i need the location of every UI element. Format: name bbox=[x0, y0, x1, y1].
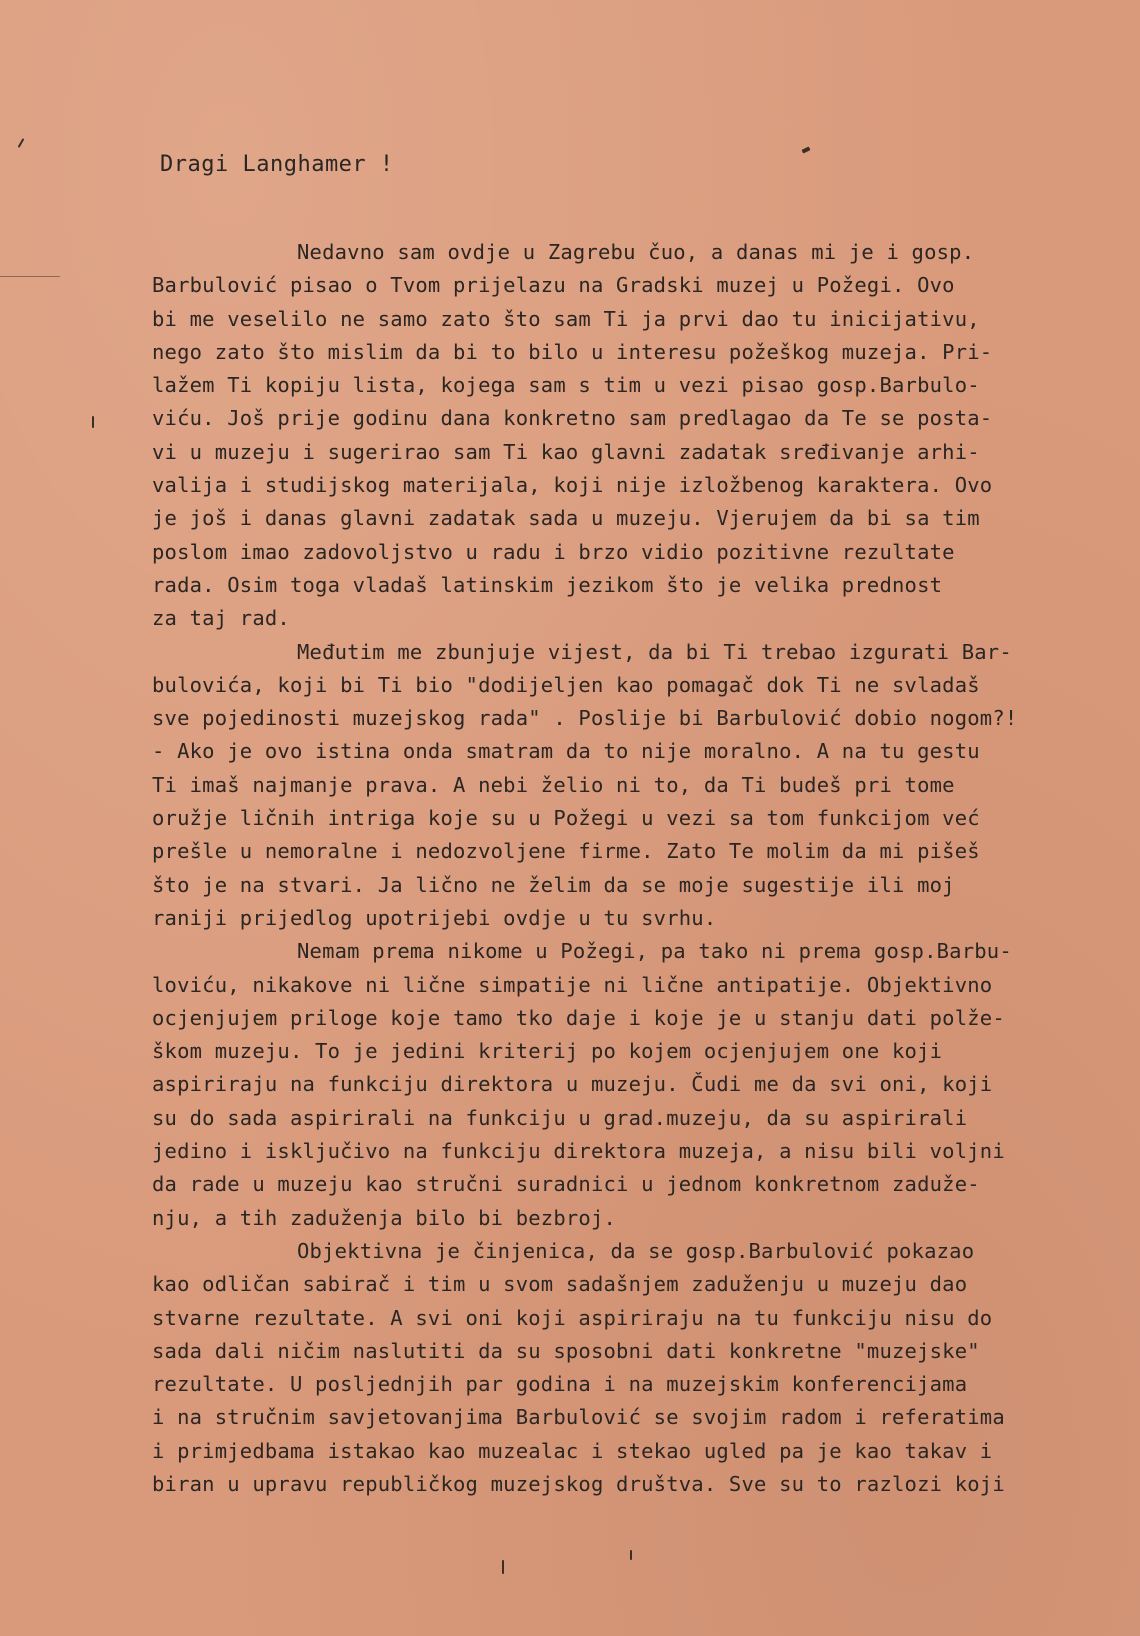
letter-line: bi me veselilo ne samo zato što sam Ti ja prvi dao tu inicijativu, bbox=[152, 306, 980, 331]
letter-line: Nemam prema nikome u Požegi, pa tako ni prema gosp.Barbu- bbox=[297, 939, 1012, 964]
letter-line: rada. Osim toga vladaš latinskim jezikom što je velika prednost bbox=[152, 572, 943, 597]
letter-line: stvarne rezultate. A svi oni koji aspiriraju na tu funkciju nisu do bbox=[152, 1305, 993, 1330]
letter-line: i na stručnim savjetovanjima Barbulović se svojim radom i referatima bbox=[152, 1405, 1005, 1430]
letter-line: je još i danas glavni zadatak sada u muzeju. Vjerujem da bi sa tim bbox=[152, 506, 980, 531]
letter-line: sve pojedinosti muzejskog rada" . Poslije bi Barbulović dobio nogom?! bbox=[152, 706, 1018, 731]
letter-line: za taj rad. bbox=[152, 606, 290, 631]
letter-line: prešle u nemoralne i nedozvoljene firme. Zato Te molim da mi pišeš bbox=[152, 839, 980, 864]
letter-line: nju, a tih zaduženja bilo bi bezbroj. bbox=[152, 1205, 617, 1230]
paper-speck bbox=[92, 416, 94, 428]
letter-line: rezultate. U posljednjih par godina i na muzejskim konferencijama bbox=[152, 1372, 968, 1397]
letter-line: - Ako je ovo istina onda smatram da to nije moralno. A na tu gestu bbox=[152, 739, 980, 764]
letter-line: Objektivna je činjenica, da se gosp.Barbulović pokazao bbox=[297, 1238, 975, 1263]
paper-speck bbox=[502, 1560, 504, 1574]
letter-line: raniji prijedlog upotrijebi ovdje u tu svrhu. bbox=[152, 905, 717, 930]
letter-line: Ti imaš najmanje prava. A nebi želio ni to, da Ti budeš pri tome bbox=[152, 772, 955, 797]
letter-line: Barbulović pisao o Tvom prijelazu na Gradski muzej u Požegi. Ovo bbox=[152, 273, 955, 298]
letter-line: Nedavno sam ovdje u Zagrebu čuo, a danas mi je i gosp. bbox=[297, 240, 975, 264]
letter-body bbox=[152, 236, 1112, 1501]
letter-line: škom muzeju. To je jedini kriterij po kojem ocjenjujem one koji bbox=[152, 1039, 943, 1064]
letter-line: viću. Još prije godinu dana konkretno sam predlagao da Te se posta- bbox=[152, 406, 993, 431]
letter-line: i primjedbama istakao kao muzealac i stekao ugled pa je kao takav i bbox=[152, 1438, 993, 1463]
paper-speck bbox=[18, 138, 25, 148]
letter-line: loviću, nikakove ni lične simpatije ni lične antipatije. Objektivno bbox=[152, 972, 993, 997]
paper-speck bbox=[630, 1550, 632, 1560]
letter-line: poslom imao zadovoljstvo u radu i brzo vidio pozitivne rezultate bbox=[152, 539, 955, 564]
letter-line: da rade u muzeju kao stručni suradnici u jednom konkretnom zaduže- bbox=[152, 1172, 980, 1197]
paper-speck bbox=[802, 146, 811, 153]
letter-line: vi u muzeju i sugerirao sam Ti kao glavni zadatak sređivanje arhi- bbox=[152, 439, 980, 464]
letter-line: aspiriraju na funkciju direktora u muzeju. Čudi me da svi oni, koji bbox=[152, 1072, 993, 1097]
letter-line: kao odličan sabirač i tim u svom sadašnjem zaduženju u muzeju dao bbox=[152, 1272, 968, 1297]
letter-line: oružje ličnih intriga koje su u Požegi u vezi sa tom funkcijom već bbox=[152, 806, 980, 831]
paper-speck bbox=[0, 276, 60, 277]
letter-line: jedino i isključivo na funkciju direktora muzeja, a nisu bili voljni bbox=[152, 1139, 1005, 1164]
letter-line: ocjenjujem priloge koje tamo tko daje i koje je u stanju dati polže- bbox=[152, 1005, 1005, 1030]
letter-line: što je na stvari. Ja lično ne želim da se moje sugestije ili moj bbox=[152, 872, 955, 897]
letter-line: biran u upravu republičkog muzejskog društva. Sve su to razlozi koji bbox=[152, 1471, 1005, 1496]
letter-line: su do sada aspirirali na funkciju u grad.muzeju, da su aspirirali bbox=[152, 1105, 968, 1130]
letter-line: Međutim me zbunjuje vijest, da bi Ti trebao izgurati Bar- bbox=[297, 639, 1012, 664]
letter-line: lažem Ti kopiju lista, kojega sam s tim u vezi pisao gosp.Barbulo- bbox=[152, 373, 980, 398]
salutation: Dragi Langhamer ! bbox=[160, 152, 394, 177]
letter-line: bulovića, koji bi Ti bio "dodijeljen kao pomagač dok Ti ne svladaš bbox=[152, 672, 980, 697]
letter-line: sada dali ničim naslutiti da su sposobni dati konkretne "muzejske" bbox=[152, 1338, 980, 1363]
letter-line: valija i studijskog materijala, koji nije izložbenog karaktera. Ovo bbox=[152, 473, 993, 498]
letter-line: nego zato što mislim da bi to bilo u interesu požeškog muzeja. Pri- bbox=[152, 339, 993, 364]
